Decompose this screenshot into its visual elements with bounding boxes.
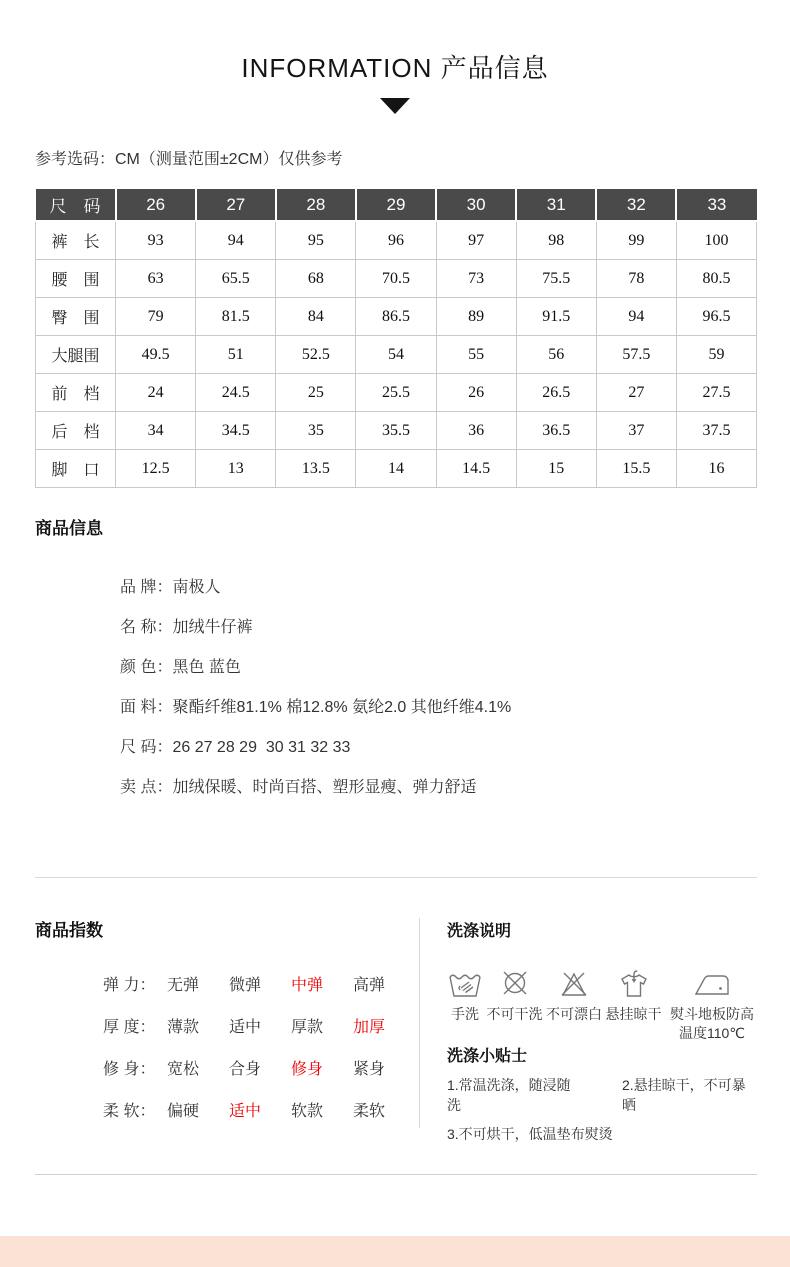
size-table-header-row	[36, 189, 757, 221]
size-table-cell: 14	[356, 450, 436, 488]
product-index-option-selected: 中弹	[291, 976, 324, 994]
size-table-cell: 36.5	[516, 412, 596, 450]
size-table-corner-header: 尺 码	[36, 189, 116, 221]
size-reference-note: 参考选码：CM（测量范围±2CM）仅供参考	[35, 151, 343, 168]
size-table-cell: 35.5	[356, 412, 436, 450]
size-table-row-label: 后 档	[36, 412, 116, 450]
hang-dry-icon	[616, 967, 652, 999]
product-index-option-selected: 修身	[291, 1060, 324, 1078]
product-index-option: 紧身	[353, 1060, 386, 1078]
size-table-cell: 51	[196, 336, 276, 374]
size-table-row	[36, 298, 757, 336]
size-table-cell: 12.5	[116, 450, 196, 488]
size-table-col-header: 32	[596, 189, 676, 221]
size-table-cell: 36	[436, 412, 516, 450]
size-table-row-label: 臀 围	[36, 298, 116, 336]
size-table-cell: 52.5	[276, 336, 356, 374]
iron-low-temp-icon	[692, 967, 732, 999]
washing-tip: 1.常温洗涤，随浸随洗	[447, 1076, 571, 1113]
size-table-col-header: 26	[116, 189, 196, 221]
size-table	[35, 189, 757, 488]
size-table-row-label: 前 档	[36, 374, 116, 412]
size-table-cell: 68	[276, 260, 356, 298]
product-index-label: 柔 软：	[103, 1102, 156, 1120]
size-table-cell: 15	[516, 450, 596, 488]
size-table-cell: 16	[676, 450, 756, 488]
size-table-cell: 13	[196, 450, 276, 488]
size-table-cell: 55	[436, 336, 516, 374]
size-table-cell: 96	[356, 221, 436, 260]
size-table-col-header: 30	[436, 189, 516, 221]
size-table-cell: 86.5	[356, 298, 436, 336]
product-info-item: 名 称：加绒牛仔裤	[120, 619, 253, 636]
size-table-row-label: 腰 围	[36, 260, 116, 298]
product-info-list	[120, 568, 511, 808]
size-table-cell: 24.5	[196, 374, 276, 412]
size-table-cell: 94	[196, 221, 276, 260]
product-info-item: 卖 点：加绒保暖、时尚百搭、塑形显瘦、弹力舒适	[120, 779, 477, 796]
page-title: INFORMATION 产品信息	[241, 53, 549, 83]
washing-tips-heading: 洗涤小贴士	[447, 1047, 528, 1065]
footer-color-band	[0, 1236, 790, 1267]
product-info-item: 尺 码：26 27 28 29 30 31 32 33	[120, 739, 351, 756]
size-table-cell: 96.5	[676, 298, 756, 336]
size-table-cell: 35	[276, 412, 356, 450]
size-table-cell: 63	[116, 260, 196, 298]
size-table-col-header: 31	[516, 189, 596, 221]
product-index-row	[35, 1088, 419, 1130]
product-index-option: 柔软	[353, 1102, 386, 1120]
size-table-col-header: 27	[196, 189, 276, 221]
size-table-cell: 25	[276, 374, 356, 412]
product-info-item: 面 料：聚酯纤维81.1% 棉12.8% 氨纶2.0 其他纤维4.1%	[120, 699, 512, 716]
wash-item-label: 手洗	[451, 1006, 479, 1022]
size-table-cell: 70.5	[356, 260, 436, 298]
wash-item-no-dry-clean	[487, 967, 543, 1043]
product-index-heading: 商品指数	[35, 921, 103, 940]
size-table-cell: 54	[356, 336, 436, 374]
size-table-cell: 93	[116, 221, 196, 260]
size-table-row	[36, 221, 757, 260]
size-table-cell: 97	[436, 221, 516, 260]
product-info-item: 品 牌：南极人	[120, 579, 221, 596]
no-dry-clean-icon	[497, 967, 533, 999]
size-table-col-header: 29	[356, 189, 436, 221]
product-index-rows	[35, 962, 419, 1130]
size-table-cell: 73	[436, 260, 516, 298]
product-index-option: 软款	[291, 1102, 324, 1120]
divider	[35, 877, 757, 878]
product-index-option: 合身	[229, 1060, 262, 1078]
size-table-cell: 27	[596, 374, 676, 412]
size-table-cell: 59	[676, 336, 756, 374]
product-index-option: 无弹	[167, 976, 200, 994]
size-table-body	[36, 221, 757, 488]
size-table-cell: 84	[276, 298, 356, 336]
vertical-divider	[419, 918, 420, 1128]
wash-item-label: 悬挂晾干	[605, 1006, 662, 1022]
size-table-cell: 81.5	[196, 298, 276, 336]
size-table-cell: 75.5	[516, 260, 596, 298]
size-table-cell: 34	[116, 412, 196, 450]
product-index-row	[35, 1046, 419, 1088]
product-index-option: 宽松	[167, 1060, 200, 1078]
size-table-cell: 26	[436, 374, 516, 412]
product-index-label: 弹 力：	[103, 976, 156, 994]
size-table-cell: 57.5	[596, 336, 676, 374]
size-table-cell: 34.5	[196, 412, 276, 450]
size-table-head	[36, 189, 757, 221]
product-info-heading: 商品信息	[35, 519, 103, 538]
size-table-cell: 13.5	[276, 450, 356, 488]
no-bleach-icon	[556, 967, 592, 999]
product-index-option-selected: 适中	[229, 1102, 262, 1120]
washing-section	[447, 918, 759, 1144]
size-table-row	[36, 412, 757, 450]
size-table-cell: 65.5	[196, 260, 276, 298]
size-table-row	[36, 336, 757, 374]
size-table-row	[36, 260, 757, 298]
washing-icons-row	[447, 967, 759, 1043]
size-table-cell: 26.5	[516, 374, 596, 412]
size-table-row-label: 脚 口	[36, 450, 116, 488]
wash-item-hang-dry	[606, 967, 662, 1043]
down-triangle-icon	[380, 98, 410, 114]
size-table-row-label: 大腿围	[36, 336, 116, 374]
product-index-option-selected: 加厚	[353, 1018, 386, 1036]
size-table-cell: 94	[596, 298, 676, 336]
size-table-cell: 80.5	[676, 260, 756, 298]
size-table-col-header: 33	[676, 189, 756, 221]
size-table-col-header: 28	[276, 189, 356, 221]
size-table-cell: 99	[596, 221, 676, 260]
divider	[35, 1174, 757, 1175]
size-table-cell: 56	[516, 336, 596, 374]
product-index-option: 微弹	[229, 976, 262, 994]
size-table-cell: 14.5	[436, 450, 516, 488]
product-index-row	[35, 1004, 419, 1046]
size-table-cell: 78	[596, 260, 676, 298]
washing-heading: 洗涤说明	[447, 923, 512, 940]
washing-tips-line-2	[447, 1124, 759, 1144]
hand-wash-icon	[447, 967, 483, 999]
washing-tip: 3.不可烘干，低温垫布熨烫	[447, 1125, 613, 1142]
wash-item-no-bleach	[546, 967, 602, 1043]
wash-item-label: 熨斗地板防高温度110℃	[670, 1006, 754, 1041]
washing-tips-line-1	[447, 1075, 759, 1115]
size-table-row-label: 裤 长	[36, 221, 116, 260]
product-index-label: 修 身：	[103, 1060, 156, 1078]
size-table-cell: 91.5	[516, 298, 596, 336]
product-index-label: 厚 度：	[103, 1018, 156, 1036]
product-index-option: 厚款	[291, 1018, 324, 1036]
wash-item-iron	[665, 967, 759, 1043]
product-index-option: 薄款	[167, 1018, 200, 1036]
product-index-option: 偏硬	[167, 1102, 200, 1120]
size-table-cell: 49.5	[116, 336, 196, 374]
size-table-cell: 25.5	[356, 374, 436, 412]
wash-item-label: 不可干洗	[486, 1006, 543, 1022]
size-table-cell: 98	[516, 221, 596, 260]
size-table-cell: 37	[596, 412, 676, 450]
size-table-cell: 79	[116, 298, 196, 336]
section-title-block	[0, 48, 790, 114]
product-index-row	[35, 962, 419, 1004]
size-table-row	[36, 374, 757, 412]
wash-item-hand-wash	[447, 967, 483, 1043]
size-table-cell: 15.5	[596, 450, 676, 488]
product-index-option: 适中	[229, 1018, 262, 1036]
size-table-cell: 95	[276, 221, 356, 260]
product-index-option: 高弹	[353, 976, 386, 994]
size-table-cell: 27.5	[676, 374, 756, 412]
size-table-cell: 89	[436, 298, 516, 336]
size-table-cell: 100	[676, 221, 756, 260]
size-table-cell: 37.5	[676, 412, 756, 450]
wash-item-label: 不可漂白	[546, 1006, 602, 1022]
washing-tip: 2.悬挂晾干，不可暴晒	[622, 1076, 746, 1113]
size-table-row	[36, 450, 757, 488]
size-table-cell: 24	[116, 374, 196, 412]
product-info-item: 颜 色：黑色 蓝色	[120, 659, 241, 676]
